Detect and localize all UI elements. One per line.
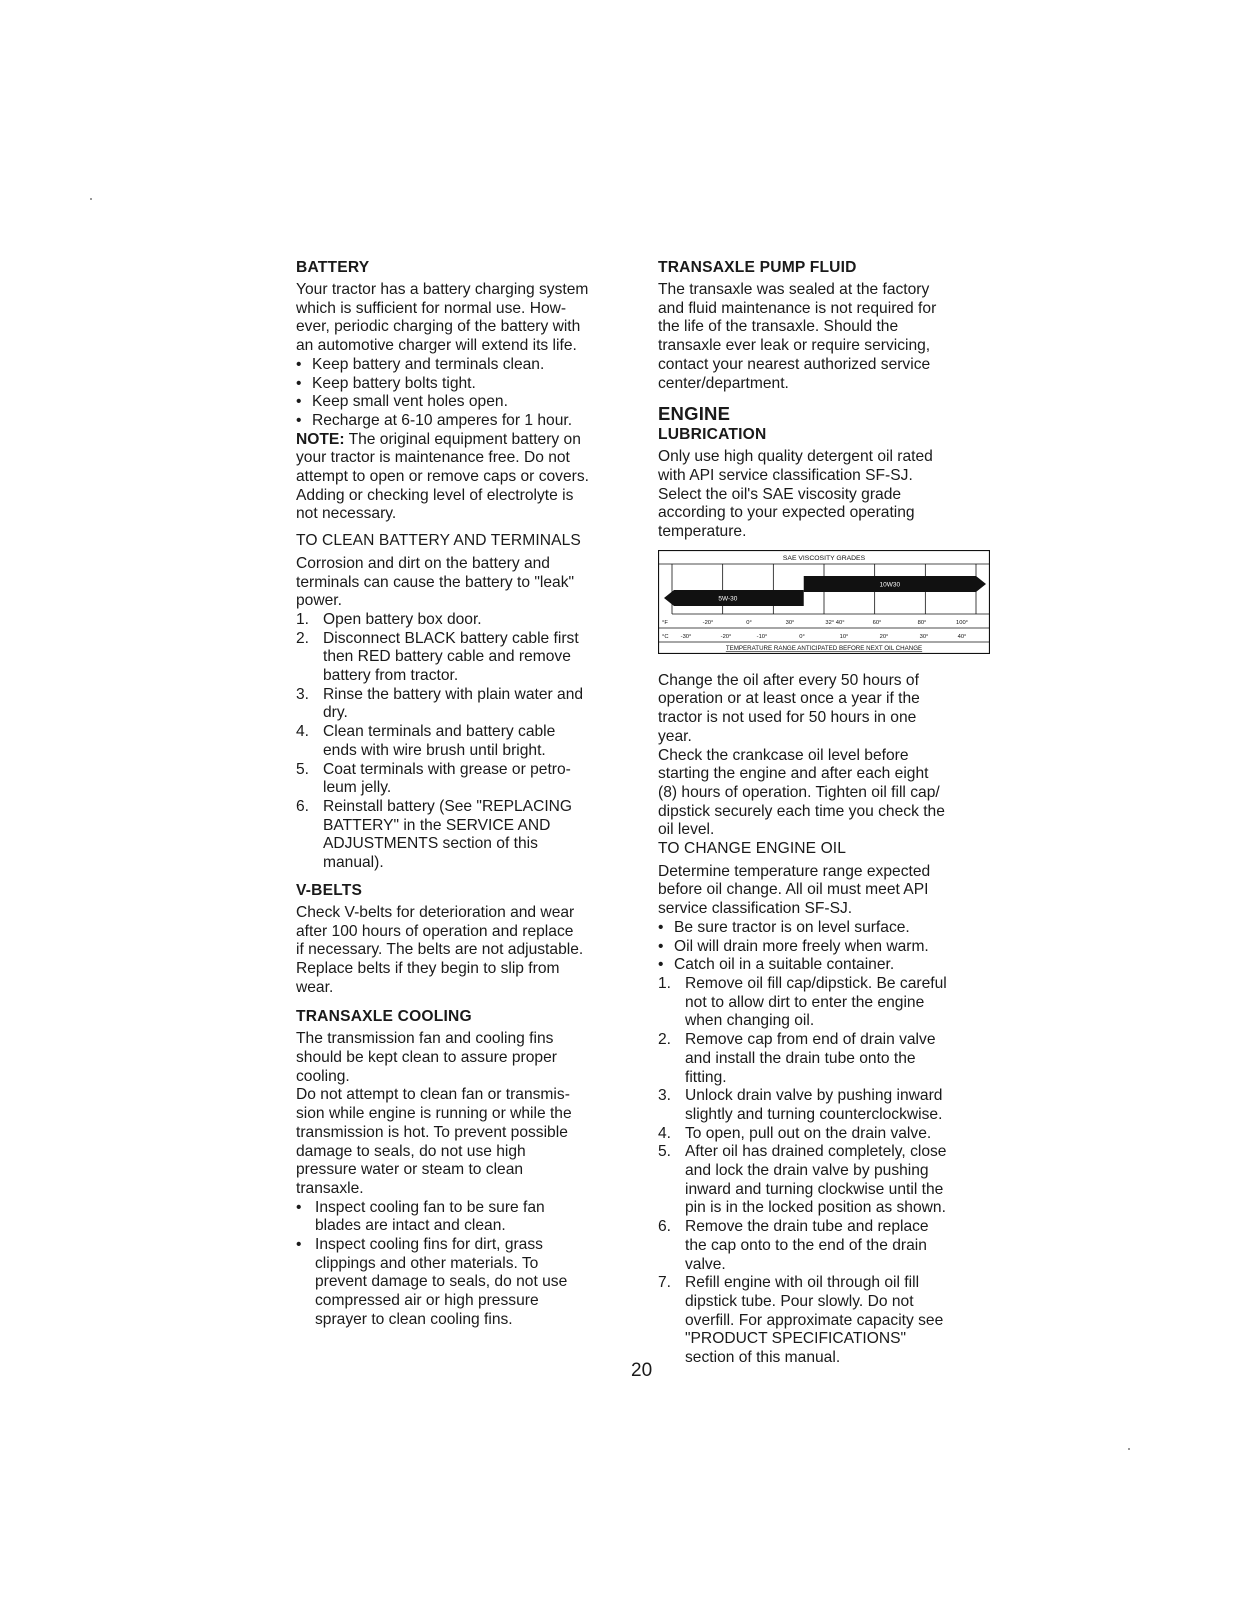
text-line: overfill. For approximate capacity see — [685, 1311, 944, 1329]
text-line: ever, periodic charging of the battery with — [296, 318, 581, 336]
text-line: Remove cap from end of drain valve — [685, 1031, 936, 1049]
list-item: • Inspect cooling fins for dirt, grass clippings and other materials. To prevent damage to seals, do not use compressed air or high pressure sprayer to clean cooling fins. — [296, 1236, 641, 1330]
text-line: Change the oil after every 50 hours of — [658, 671, 919, 689]
text-line: sion while engine is running or while the — [296, 1105, 572, 1123]
list-item: 1. Remove oil fill cap/dipstick. Be careful not to allow dirt to enter the engine when changing oil. — [658, 975, 1010, 1031]
chart-title: SAE VISCOSITY GRADES — [782, 554, 866, 562]
text-line: wear. — [296, 978, 334, 996]
text-line: Disconnect BLACK battery cable first — [323, 629, 579, 647]
viscosity-chart-svg — [658, 550, 990, 654]
text-line: temperature. — [658, 523, 747, 541]
text-line: Open battery box door. — [323, 610, 482, 628]
text-line: ADJUSTMENTS section of this — [323, 835, 538, 853]
chart-tick-c: 40° — [957, 633, 967, 640]
oil-change-p1 — [658, 672, 1010, 747]
list-item: 2. Disconnect BLACK battery cable first then RED battery cable and remove battery from tractor. — [296, 630, 641, 686]
transaxle-cooling-heading: TRANSAXLE COOLING — [296, 1008, 472, 1026]
text-line: when changing oil. — [685, 1012, 815, 1030]
list-item: 7. Refill engine with oil through oil fill dipstick tube. Pour slowly. Do not overfill. For approximate capacity see "PRODUCT SPECIFICATIONS" section of this manual. — [658, 1274, 1010, 1368]
text-line: blades are intact and clean. — [315, 1217, 506, 1235]
chart-tick-c: 0° — [799, 633, 805, 640]
text-line: To open, pull out on the drain valve. — [685, 1124, 932, 1142]
text-line: transaxle. — [296, 1179, 364, 1197]
battery-intro — [296, 281, 641, 356]
text-line: The transmission fan and cooling fins — [296, 1030, 554, 1048]
list-item: 3. Rinse the battery with plain water and dry. — [296, 686, 641, 723]
text-line: Rinse the battery with plain water and — [323, 685, 584, 703]
text-line: battery from tractor. — [323, 667, 459, 685]
text-line: and lock the drain valve by pushing — [685, 1162, 929, 1180]
chart-tick-c: -20° — [720, 633, 732, 640]
chart-tick-f: 32° 40° — [825, 619, 845, 626]
text-line: dipstick securely each time you check the — [658, 802, 945, 820]
text-line: if necessary. The belts are not adjustable. — [296, 941, 584, 959]
text-line: clippings and other materials. To — [315, 1254, 539, 1272]
text-line: prevent damage to seals, do not use — [315, 1273, 568, 1291]
viscosity-chart — [658, 550, 990, 654]
lubrication-heading: LUBRICATION — [658, 426, 767, 444]
text-line: BATTERY" in the SERVICE AND — [323, 816, 551, 834]
chart-tick-f: 0° — [746, 619, 752, 626]
scan-speck — [1128, 1448, 1130, 1450]
chart-tick-c: 20° — [879, 633, 889, 640]
text-line: Only use high quality detergent oil rated — [658, 448, 933, 466]
lubrication-body — [658, 448, 1010, 542]
text-line: center/department. — [658, 374, 789, 392]
page-number: 20 — [631, 1360, 653, 1381]
text-line: damage to seals, do not use high — [296, 1142, 526, 1160]
list-item: 6. Reinstall battery (See "REPLACING BATTERY" in the SERVICE AND ADJUSTMENTS section of this manual). — [296, 798, 641, 873]
text-line: year. — [658, 727, 692, 745]
text-line: fitting. — [685, 1068, 727, 1086]
text-line: manual). — [323, 854, 384, 872]
chart-bar-label: 5W-30 — [718, 595, 738, 603]
text-line: should be kept clean to assure proper — [296, 1049, 557, 1067]
chart-tick-f: 100° — [956, 619, 968, 626]
text-line: Replace belts if they begin to slip from — [296, 959, 560, 977]
right-column — [658, 258, 1010, 1368]
text-line: Select the oil's SAE viscosity grade — [658, 485, 902, 503]
text-line: After oil has drained completely, close — [685, 1143, 947, 1161]
text-line: Remove the drain tube and replace — [685, 1218, 929, 1236]
battery-note: NOTE: The original equipment battery on your tractor is maintenance free. Do not attempt to open or remove caps or covers. Adding or checking level of electrolyte is not necessary. — [296, 431, 641, 525]
note-label: NOTE: — [296, 430, 345, 448]
chart-tick-f: °F — [662, 619, 668, 626]
chart-tick-c: 10° — [839, 633, 849, 640]
text-line: Do not attempt to clean fan or transmis- — [296, 1086, 570, 1104]
chart-tick-f: 30° — [785, 619, 795, 626]
text-line: sprayer to clean cooling fins. — [315, 1310, 513, 1328]
text-line: Clean terminals and battery cable — [323, 723, 556, 741]
text-line: Inspect cooling fan to be sure fan — [315, 1198, 545, 1216]
chart-tick-f: 80° — [917, 619, 927, 626]
chart-tick-c: -30° — [680, 633, 692, 640]
chart-bar-label: 10W30 — [879, 581, 901, 589]
text-line: dry. — [323, 704, 348, 722]
text-line: Refill engine with oil through oil fill — [685, 1274, 920, 1292]
chart-tick-c: 30° — [919, 633, 929, 640]
left-column — [296, 258, 641, 1330]
list-item: 5. After oil has drained completely, close and lock the drain valve by pushing inward and turning clockwise until the pin is in the locked position as shown. — [658, 1143, 1010, 1218]
cooling-bullets — [296, 1199, 641, 1330]
text-line: Reinstall battery (See "REPLACING — [323, 797, 573, 815]
oil-check-p2 — [658, 747, 1010, 841]
text-line: starting the engine and after each eight — [658, 765, 929, 783]
text-line: pressure water or steam to clean — [296, 1161, 524, 1179]
text-line: before oil change. All oil must meet API — [658, 881, 929, 899]
text-line: an automotive charger will extend its life. — [296, 337, 577, 355]
text-line: section of this manual. — [685, 1349, 841, 1367]
text-line: then RED battery cable and remove — [323, 648, 571, 666]
text-line: Determine temperature range expected — [658, 862, 931, 880]
change-oil-intro — [658, 863, 1010, 919]
chart-xlabel: TEMPERATURE RANGE ANTICIPATED BEFORE NEXT OIL CHANGE — [725, 644, 923, 652]
text-line: Remove oil fill cap/dipstick. Be careful — [685, 974, 947, 992]
list-item: • Keep battery and terminals clean. — [296, 355, 545, 373]
text-line: operation or at least once a year if the — [658, 690, 920, 708]
text-line: transmission is hot. To prevent possible — [296, 1123, 568, 1141]
text-line: pin is in the locked position as shown. — [685, 1199, 946, 1217]
list-item: 4. Clean terminals and battery cable ends with wire brush until bright. — [296, 723, 641, 760]
scan-speck — [90, 198, 92, 200]
vbelts-body — [296, 904, 641, 998]
text-line: The transaxle was sealed at the factory — [658, 281, 930, 298]
list-item: 1. Open battery box door. — [296, 611, 641, 630]
cooling-p2 — [296, 1086, 641, 1198]
text-line: Coat terminals with grease or petro- — [323, 760, 571, 778]
text-line: inward and turning clockwise until the — [685, 1180, 944, 1198]
text-line: which is sufficient for normal use. How- — [296, 299, 567, 317]
text-line: Corrosion and dirt on the battery and — [296, 554, 550, 572]
text-line: according to your expected operating — [658, 504, 915, 522]
text-line: (8) hours of operation. Tighten oil fill cap/ — [658, 783, 940, 801]
text-line: and fluid maintenance is not required for — [658, 299, 937, 317]
text-line: compressed air or high pressure — [315, 1292, 539, 1310]
vbelts-heading: V-BELTS — [296, 881, 363, 899]
text-line: tractor is not used for 50 hours in one — [658, 709, 917, 727]
list-item: 2. Remove cap from end of drain valve and install the drain tube onto the fitting. — [658, 1031, 1010, 1087]
change-oil-bullets — [658, 919, 1010, 975]
list-item: • Recharge at 6-10 amperes for 1 hour. — [296, 411, 573, 429]
clean-battery-steps — [296, 611, 641, 873]
text-line: Adding or checking level of electrolyte is — [296, 486, 574, 504]
change-oil-heading: TO CHANGE ENGINE OIL — [658, 840, 847, 858]
text-line: not to allow dirt to enter the engine — [685, 993, 925, 1011]
battery-bullets — [296, 356, 641, 431]
text-line: leum jelly. — [323, 779, 392, 797]
text-line: the life of the transaxle. Should the — [658, 318, 899, 336]
text-line: with API service classification SF-SJ. — [658, 466, 913, 484]
text-line: power. — [296, 592, 342, 610]
text-line: attempt to open or remove caps or covers. — [296, 468, 589, 486]
list-item: 4. To open, pull out on the drain valve. — [658, 1125, 1010, 1144]
text-line: slightly and turning counterclockwise. — [685, 1105, 943, 1123]
text-line: terminals can cause the battery to "leak" — [296, 573, 575, 591]
battery-heading: BATTERY — [296, 259, 370, 276]
text-line: contact your nearest authorized service — [658, 355, 931, 373]
engine-heading: ENGINE — [658, 403, 731, 425]
list-item: • Keep small vent holes open. — [296, 393, 508, 411]
text-line: the cap onto to the end of the drain — [685, 1236, 927, 1254]
clean-battery-intro — [296, 555, 641, 611]
list-item: • Oil will drain more freely when warm. — [658, 937, 929, 955]
list-item: • Inspect cooling fan to be sure fan blades are intact and clean. — [296, 1199, 641, 1236]
text-line: Unlock drain valve by pushing inward — [685, 1087, 943, 1105]
text-line: Check V-belts for deterioration and wear — [296, 903, 575, 921]
text-line: valve. — [685, 1255, 726, 1273]
text-line: "PRODUCT SPECIFICATIONS" — [685, 1330, 907, 1348]
list-item: 3. Unlock drain valve by pushing inward slightly and turning counterclockwise. — [658, 1087, 1010, 1124]
text-line: Check the crankcase oil level before — [658, 746, 909, 764]
text-line: Your tractor has a battery charging system — [296, 281, 589, 298]
cooling-p1 — [296, 1030, 641, 1086]
text-line: after 100 hours of operation and replace — [296, 922, 574, 940]
text-line: transaxle ever leak or require servicing, — [658, 337, 931, 355]
text-line: ends with wire brush until bright. — [323, 741, 546, 759]
list-item: 6. Remove the drain tube and replace the cap onto to the end of the drain valve. — [658, 1218, 1010, 1274]
text-line: and install the drain tube onto the — [685, 1049, 916, 1067]
text-line: service classification SF-SJ. — [658, 900, 853, 918]
text-line: Inspect cooling fins for dirt, grass — [315, 1236, 543, 1254]
chart-tick-f: 60° — [872, 619, 882, 626]
list-item: • Catch oil in a suitable container. — [658, 956, 895, 974]
transaxle-pump-heading: TRANSAXLE PUMP FLUID — [658, 259, 857, 276]
list-item: • Keep battery bolts tight. — [296, 374, 476, 392]
change-oil-steps — [658, 975, 1010, 1368]
clean-battery-heading: TO CLEAN BATTERY AND TERMINALS — [296, 532, 581, 550]
list-item: • Be sure tractor is on level surface. — [658, 918, 910, 936]
chart-tick-c: °C — [662, 633, 669, 640]
text-line: your tractor is maintenance free. Do not — [296, 449, 570, 467]
list-item: 5. Coat terminals with grease or petro- leum jelly. — [296, 761, 641, 798]
text-line: dipstick tube. Pour slowly. Do not — [685, 1292, 914, 1310]
text-line: cooling. — [296, 1067, 350, 1085]
chart-tick-c: -10° — [756, 633, 768, 640]
chart-tick-f: -20° — [702, 619, 714, 626]
pump-body — [658, 281, 1010, 393]
text-line: oil level. — [658, 821, 715, 839]
text-line: not necessary. — [296, 505, 397, 523]
